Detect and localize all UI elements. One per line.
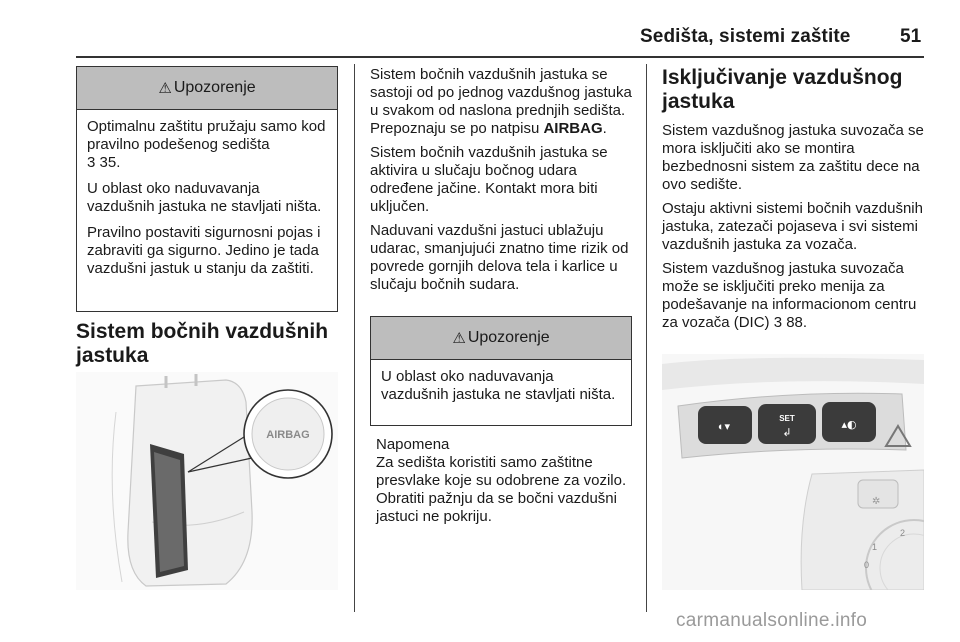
dial-mark-0: 0 (864, 560, 870, 570)
deactivation-p1: Sistem vazdušnog jastuka suvozača se mora isključiti ako se montira bezbednosni sistem za zaštitu dece na ovo sedište. (662, 122, 924, 193)
deactivation-p2: Ostaju aktivni sistemi bočnih vazdušnih jastuka, zatezači pojaseva i svi sistemi vazdušnih jastuka za vozača. (662, 200, 923, 253)
airbag-term: AIRBAG (543, 120, 603, 137)
page-ref-link[interactable]: 3 35. (87, 154, 121, 171)
side-airbag-text: Sistem bočnih vazdušnih jastuka se sastoji od po jednog vazdušnog jastuka u svakom od naslona prednjih sedišta. Prepoznaju se po natpisu AIRBAG. Sistem bočnih vazdušnih jastuka se aktivira u slučaju bočnog udara određene jačine. Kontakt mora biti uključen. Naduvani vazdušni jastuci ublažuju udarac, smanjujući znatno time rizik od povrede gornjih delova tela i karlice u slučaju bočnih sudara. (370, 66, 634, 300)
warning-box-2 (370, 316, 632, 426)
set-label: SET (779, 414, 795, 423)
warning-text: U oblast oko naduvavanja vazdušnih jastuka ne stavljati ništa. (381, 368, 616, 403)
warning-label: Upozorenje (173, 79, 256, 96)
side-airbag-p3: Naduvani vazdušni jastuci ublažuju udarac, smanjujući znatno time rizik od povrede gornjih delova tela i karlice u slučaju bočnih sudara. (370, 222, 629, 293)
warning-triangle-icon: ⚠ (158, 80, 172, 97)
side-airbag-p2: Sistem bočnih vazdušnih jastuka se aktivira u slučaju bočnog udara određene jačine. Kontakt mora biti uključen. (370, 144, 608, 215)
warning-header (77, 67, 337, 110)
column-divider-2 (646, 64, 647, 612)
header-divider (76, 56, 924, 58)
page-ref-link[interactable]: 3 88. (773, 314, 808, 331)
deactivation-text (662, 122, 932, 338)
headlight-adjust-icon: ▴◐ (841, 418, 857, 431)
section-heading-deactivation: Isključivanje vazdušnog jastuka (662, 66, 903, 113)
dashboard-buttons-illustration (662, 354, 924, 590)
back-arrow-icon: ↲ (782, 426, 792, 439)
section-heading-side-airbag: Sistem bočnih vazdušnih jastuka (76, 320, 329, 367)
warning-label: Upozorenje (467, 329, 550, 346)
dial-mark-2: 2 (900, 528, 906, 538)
side-airbag-p1: Sistem bočnih vazdušnih jastuka se sastoji od po jednog vazdušnog jastuka u svakom od naslona prednjih sedišta. Prepoznaju se po natpisu (370, 66, 632, 137)
page-number: 51 (900, 26, 922, 47)
note-text: Za sedišta koristiti samo zaštitne presvlake koje su odobrene za vozilo. Obratiti pažnju da se bočni vazdušni jastuci ne pokriju. (376, 454, 627, 525)
page-header-title: Sedišta, sistemi zaštite (640, 26, 851, 47)
note-block (376, 436, 634, 526)
warning-text-1: Optimalnu zaštitu pružaju samo kod pravilno podešenog sedišta (87, 118, 326, 153)
seat-airbag-illustration (76, 372, 338, 590)
watermark: carmanualsonline.info (676, 610, 868, 631)
warning-text-2: U oblast oko naduvavanja vazdušnih jastuka ne stavljati ništa. (87, 180, 322, 215)
dial-mark-1: 1 (872, 542, 878, 552)
lighting-icon: ◐▾ (717, 421, 731, 433)
airbag-label: AIRBAG (266, 429, 310, 441)
gear-icon: ✲ (872, 496, 881, 507)
note-title: Napomena (376, 436, 450, 453)
column-divider-1 (354, 64, 355, 612)
warning-box-1 (76, 66, 338, 312)
deactivation-p3: Sistem vazdušnog jastuka suvozača može se isključiti preko menija za podešavanje na informacionom centru za vozača (DIC) (662, 260, 917, 331)
warning-triangle-icon: ⚠ (452, 330, 466, 347)
warning-header (371, 317, 631, 360)
warning-text-3: Pravilno postaviti sigurnosni pojas i zabraviti ga sigurno. Jedino je tada vazdušni jastuk u stanju da zaštiti. (87, 224, 321, 277)
